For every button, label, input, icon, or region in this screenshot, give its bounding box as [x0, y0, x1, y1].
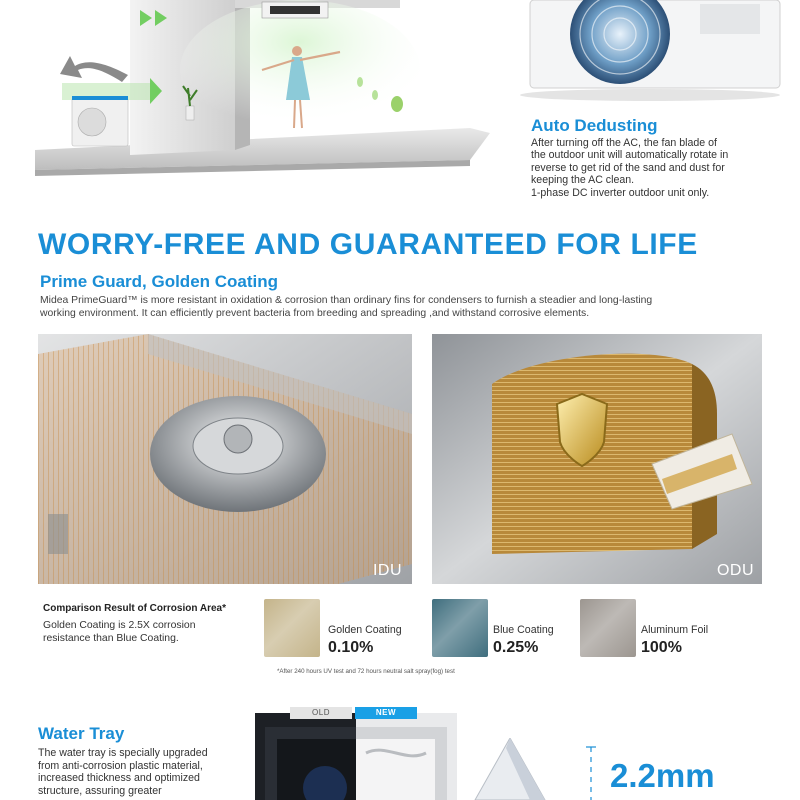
aluminum-foil-label: Aluminum Foil: [641, 624, 709, 636]
idu-label: IDU: [372, 562, 402, 579]
blue-coating-value: 0.25%: [493, 639, 539, 656]
blue-coating-label: Blue Coating: [493, 624, 554, 636]
auto-dedusting-description: After turning off the AC, the fan blade of the outdoor unit will automatically rotate in reverse to get rid of the sand and dust for keeping the AC clean. 1-phase DC inverter outdoor unit only.: [531, 137, 729, 199]
odu-photo: [432, 334, 762, 584]
new-tag: NEW: [355, 707, 417, 719]
aluminum-foil-swatch: [580, 599, 636, 657]
tray-sample-image: [470, 738, 580, 800]
new-tray-image: [356, 713, 457, 800]
golden-coating-label: Golden Coating: [328, 624, 402, 636]
outdoor-unit-image: [500, 0, 800, 110]
water-tray-title: Water Tray: [38, 724, 125, 743]
thickness-marker: [584, 745, 598, 800]
golden-coating-swatch: [264, 599, 320, 657]
auto-dedusting-title: Auto Dedusting: [531, 116, 658, 135]
idu-photo: [38, 334, 412, 584]
odu-label: ODU: [716, 562, 754, 579]
blue-coating-swatch: [432, 599, 488, 657]
comparison-title: Comparison Result of Corrosion Area*: [43, 603, 226, 614]
section-title: WORRY-FREE AND GUARANTEED FOR LIFE: [38, 228, 698, 261]
comparison-description: Golden Coating is 2.5X corrosion resistance than Blue Coating.: [43, 620, 196, 644]
old-tag: OLD: [290, 707, 352, 719]
airflow-arrow-icon: [60, 56, 128, 82]
section-body: Midea PrimeGuard™ is more resistant in oxidation & corrosion than ordinary fins for condensers to furnish a steadier and long-lasting working environment. It can efficiently prevent bacteria from breeding and spreading ,and withstand corrosive elements.: [40, 295, 653, 319]
section-subtitle: Prime Guard, Golden Coating: [40, 272, 279, 291]
aluminum-foil-value: 100%: [641, 639, 682, 656]
old-tray-image: [255, 713, 356, 800]
installation-illustration: [0, 0, 500, 200]
comparison-footnote: *After 240 hours UV test and 72 hours neutral salt spray(fog) test: [277, 668, 455, 675]
water-tray-description: The water tray is specially upgraded from anti-corrosion plastic material, increased thickness and optimized structure, assuring greater: [38, 747, 208, 797]
tray-thickness: 2.2mm: [610, 757, 715, 794]
golden-coating-value: 0.10%: [328, 639, 374, 656]
